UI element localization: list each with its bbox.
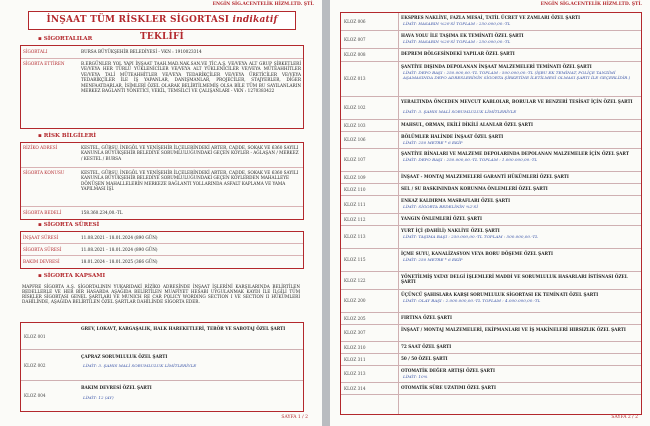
- parties-box: [20, 45, 304, 129]
- clause-code: KLOZ 106: [344, 137, 366, 142]
- clause-code: KLOZ 013: [344, 76, 366, 81]
- clause-title: ŞANTİYE BİNALARI VE MALZEME DEPOLARINDA DEPOLANAN MALZEMELER İÇİN ÖZEL ŞART: [401, 151, 629, 156]
- clause-row: [341, 354, 641, 366]
- clause-row: [341, 290, 641, 313]
- clause-row: [341, 249, 641, 272]
- title-tail: TEKLİFİ: [140, 32, 184, 42]
- clause-title: İÇME SUYU, KANALİZASYON VEYA BORU DÖŞEME ÖZEL ŞARTI: [401, 251, 553, 256]
- coverage-text: MAPFRE SİGORTA A.Ş. SİGORTALININ YUKARIDAKİ RİZİKO ADRESİNDE İNŞAAT İŞLERİNİ KARŞILARINDA BELİRTİLEN BEDELLERLE VE HER BİR HASARDA AŞAĞIDA BELİRTİLEN MUAFİYET HESABI UYGULANMAK KAYDI İLE İLGİLİ TÜM RİSKLER SİGORTASI GENEL ŞARTLARI VE MUNICH RE CAR POLICY WORDING SECTION I VE SECTION II HÜKÜMLERİ DAHİLİNDE, AŞAĞIDA BELİRTİLEN ÖZEL ŞARTLAR DAHİLİNDE SİGORTA EDER.: [22, 284, 300, 304]
- page-2: [330, 0, 650, 426]
- clause-row: [341, 120, 641, 132]
- clause-code: KLOZ 103: [344, 122, 366, 128]
- clause-row: KLOZ 001 GREV, LOKAVT, KARGAŞALIK, HALK HAREKETLERİ, TERÖR VE SABOTAJ ÖZEL ŞARTI: [21, 323, 303, 350]
- section-coverage-title: ▪ SİGORTA KAPSAMI: [38, 273, 106, 279]
- duration-row: SİGORTA SÜRESİ 11.08.2021 - 18.01.2024 (890 GÜN): [21, 244, 303, 256]
- risk-box: [20, 142, 304, 220]
- clause-limit: LİMİT: SİGORTA BEDELİNİN %2'Sİ: [403, 204, 478, 209]
- clause-limit: LİMİT: DEPO BAŞI : 250.000,00.-TL TOPLAM : 1.000.000,00.-TL: [403, 157, 538, 162]
- page-number: SAYFA 1 / 2: [281, 415, 308, 420]
- clause-code: KLOZ 311: [344, 356, 366, 362]
- clause-title: DEPREM BÖLGESİNDEKİ YAPILAR ÖZEL ŞARTI: [401, 51, 515, 56]
- clause-row: [341, 97, 641, 120]
- risk-row: SİGORTA KONUSU KESTEL, GÜRSU, İNEGÖL VE YENİŞEHİR İLÇELERİNDEKİ ARTER, CADDE, SOKAK VE 6360 SAYILI KANUNLA BÜYÜKŞEHİR BELEDİYE SORUMLULUĞUNDAKİ GEÇEN KÖYLERDEN MAHALLEYE DÖNÜŞEN MAHALLELERİN MERKEZE BAĞLANTI YOLLARINDA ASFALT KAPLAMA VE YAMA YAPILMASI İŞİ.: [21, 168, 303, 207]
- clause-title: İNŞAAT / MONTAJ MALZEMELERİ, EKİPMANLARI VE İŞ MAKİNELERİ HIRSIZLIK ÖZEL ŞARTI: [401, 327, 626, 332]
- clause-code: KLOZ 310: [344, 344, 366, 350]
- clause-title: YANGIN ÖNLEMLERİ ÖZEL ŞARTI: [401, 216, 482, 221]
- page-number: SAYFA 2 / 2: [611, 415, 638, 420]
- section-parties-title: ▪ SİGORTALILAR: [38, 36, 93, 42]
- clause-row: [341, 49, 641, 62]
- clause-row: KLOZ 004 BAKIM DEVRESİ ÖZEL ŞARTI LİMİT: 12 (AY): [24, 385, 152, 400]
- clause-limit: LİMİT: DEPO BAŞI : 250.000,00.-TL TOPLAM : 500.000,00.-TL (İŞBU EK TEMİNAT, POLİÇE TANZİMİ AŞAMASINDA DEPO ADRESLERİNİN SİGORTA ŞİRKETİNE İLETİLMESİ OLMASI ŞARTI İLE GEÇERLİDİR.): [403, 70, 631, 80]
- clause-limit: LİMİT: 3. ŞAHIS MALİ SORUMLULUK LİMİTLERİYLE: [403, 109, 517, 114]
- clause-row: [341, 366, 641, 383]
- clause-row: [341, 226, 641, 249]
- clause-title: EKSPRES NAKLİYE, FAZLA MESAİ, TATİL ÜCRET VE ZAMLARI ÖZEL ŞARTI: [401, 15, 581, 20]
- clause-limit: LİMİT: OLAY BAŞI : 2.000.000,00.-TL TOPLAM : 4.000.000,00.-TL: [403, 298, 541, 303]
- risk-row: RİZİKO ADRESİ KESTEL, GÜRSU, İNEGÖL VE YENİŞEHİR İLÇELERİNDEKİ ARTER, CADDE, SOKAK VE 6360 SAYILI KANUNLA BÜYÜKŞEHİR BELEDİYE SORUMLULUĞUNDAKİ GEÇEN KÖYLER - AĞLAŞAN / MERKEZ / KESTEL / BURSA: [21, 143, 303, 168]
- page-gap: [322, 0, 330, 426]
- party-row: SİGORTA ETTİREN B.ERGÜNLER YOL YAPI İNŞAAT TAAH.MAD.NAK.SAN.VE TİC.A.Ş. VE/VEYA ALT GRUP ŞİRKETLERİ VE/VEYA HER TÜRLÜ YÜKLENİCİLER VE/VEYA ALT YÜKLENİCİLER VE/VEYA MÜTEAHHİTLER VE/VEYA TALİ MÜTEAHHİTLER VE/VEYA TEDARİKÇİLER VE/VEYA ÜRETİCİLER VE/VEYA TEDARİKÇİLER İLE İŞ YAPANLAR, DANIŞMANLAR, PROJECİLER, STAJYERLER, DİĞER MENFAATDARLAR, İSİMLERİ ÖZEL OLARAK BELİRTİLMEMİŞ OLSA BİLE TÜM BU SAYILANLARIN MERKEZ BAĞLANTI YÖNETİCİ, VEKİL, TEMSİLCİ VE ÇALIŞANLARI - VKN : 1270383422: [23, 61, 301, 94]
- clause-code: KLOZ 007: [344, 36, 366, 42]
- clause-title: YÖNETİLMİŞ YATAY DELGİ İŞLEMLERİ MADDİ VE SORUMLULUK HASARLARI İSTİSNASI ÖZEL ŞARTI: [401, 274, 628, 284]
- clause-title: 50 / 50 ÖZEL ŞARTI: [401, 356, 448, 361]
- clause-row: [341, 325, 641, 342]
- clause-title: SEL / SU BASKININDAN KORUNMA ÖNLEMLERİ ÖZEL ŞARTI: [401, 186, 548, 191]
- clause-title: 72 SAAT ÖZEL ŞARTI: [401, 344, 452, 349]
- clause-title: ENKAZ KALDIRMA MASRAFLARI ÖZEL ŞARTI: [401, 198, 511, 203]
- duration-row: İNŞAAT SÜRESİ 11.08.2021 - 18.01.2024 (890 GÜN): [21, 232, 303, 244]
- clause-code: KLOZ 115: [344, 257, 366, 262]
- clause-title: BÖLÜMLER HALİNDE İNŞAAT ÖZEL ŞARTI: [401, 134, 504, 139]
- clause-code: KLOZ 200: [344, 298, 366, 303]
- clause-row: [341, 13, 641, 31]
- duration-row: BAKIM DEVRESİ 18.01.2024 - 18.01.2025 (366 GÜN): [23, 259, 158, 264]
- clause-title: YURT İÇİ (DAHİLİ) NAKLİYE ÖZEL ŞARTI: [401, 228, 500, 233]
- clause-row: [341, 184, 641, 196]
- clause-title: OTOMATİK SÜRE UZATIMI ÖZEL ŞARTI: [401, 385, 496, 390]
- clauses-left-box: [20, 322, 304, 412]
- clause-code: KLOZ 111: [344, 201, 366, 207]
- party-row: SİGORTALI BURSA BÜYÜKŞEHİR BELEDİYESİ - VKN : 1910023314: [21, 46, 303, 59]
- clause-row: [341, 313, 641, 325]
- clause-row: [341, 172, 641, 184]
- agency-name: ENGİN SİG.ACENTELİK HİZM.LTD. ŞTİ.: [540, 2, 642, 7]
- clause-title: OTOMATİK DEĞER ARTIŞI ÖZEL ŞARTI: [401, 368, 495, 373]
- clause-row: [341, 342, 641, 354]
- clause-code: KLOZ 307: [344, 330, 366, 335]
- section-duration-title: ▪ SİGORTA SÜRESİ: [38, 222, 100, 228]
- clause-title: ŞANTİYE DIŞINDA DEPOLANAN İNŞAAT MALZEMELERİ TEMİNATI ÖZEL ŞARTI: [401, 64, 592, 69]
- clause-title: İNŞAAT - MONTAJ MALZEMELERİ GARANTİ HÜKÜMLERİ ÖZEL ŞARTI: [401, 174, 569, 179]
- title-em: indikatif: [232, 15, 278, 25]
- clause-code: KLOZ 113: [344, 234, 366, 239]
- clause-row: [341, 31, 641, 49]
- title-main: İNŞAAT TÜM RİSKLER SİGORTASI: [46, 15, 230, 25]
- clause-row: [341, 132, 641, 149]
- clauses-right-box: [340, 12, 642, 415]
- clause-code: KLOZ 314: [344, 385, 366, 391]
- clause-limit: LİMİT: 10%: [403, 374, 428, 379]
- clause-limit: LİMİT: HASARIN %20'Sİ TOPLAM : 250.000,00.-TL: [403, 39, 511, 44]
- clause-limit: LİMİT: HASARIN %20'Sİ TOPLAM : 250.000,00.-TL: [403, 21, 511, 26]
- clause-code: KLOZ 006: [344, 18, 366, 24]
- clause-code: KLOZ 205: [344, 315, 366, 321]
- clause-code: KLOZ 313: [344, 371, 366, 376]
- clause-title: FIRTINA ÖZEL ŞARTI: [401, 315, 453, 320]
- clause-code: KLOZ 122: [344, 277, 366, 283]
- clause-code: KLOZ 008: [344, 52, 366, 57]
- clause-limit: LİMİT: 250 METRE * 6 EKİP: [403, 257, 463, 262]
- risk-row: SİGORTA BEDELİ 158.360.234,00.-TL: [23, 210, 123, 215]
- clause-row: [341, 214, 641, 226]
- clause-limit: LİMİT: 250 METRE * 6 EKİP: [403, 140, 463, 145]
- clause-title: HAVA YOLU İLE TAŞIMA EK TEMİNATI ÖZEL ŞARTI: [401, 33, 524, 38]
- clause-row: [341, 383, 641, 395]
- clause-code: KLOZ 110: [344, 186, 366, 192]
- clause-row: KLOZ 002 ÇAPRAZ SORUMLULUK ÖZEL ŞARTI LİMİT: 3. ŞAHIS MALİ SORUMLULUK LİMİTLERİYLE: [21, 350, 303, 381]
- page-1: [0, 0, 322, 426]
- clause-row: [341, 62, 641, 97]
- clause-row: [341, 196, 641, 214]
- clause-code: KLOZ 109: [344, 174, 366, 180]
- clause-title: MAHSUL, ORMAN, EKİLİ DİKİLİ ALANLAR ÖZEL ŞARTI: [401, 122, 534, 127]
- clause-code: KLOZ 112: [344, 216, 366, 222]
- clause-row: [341, 149, 641, 172]
- clause-row: [341, 272, 641, 290]
- clause-code: KLOZ 107: [344, 157, 366, 162]
- clause-code: KLOZ 102: [344, 105, 366, 110]
- section-risk-title: ▪ RİSK BİLGİLERİ: [38, 133, 96, 139]
- agency-name: ENGİN SİG.ACENTELİK HİZM.LTD. ŞTİ.: [212, 2, 314, 7]
- clause-title: YERALTINDA ÖNCEDEN MEVCUT KABLOLAR, BORULAR VE BENZERİ TESİSAT İÇİN ÖZEL ŞARTI: [401, 99, 633, 104]
- duration-box: [20, 231, 304, 269]
- clause-title: ÜÇÜNCÜ ŞAHISLARA KARŞI SORUMLULUK SİGORTASI EK TEMİNATI ÖZEL ŞARTI: [401, 292, 599, 297]
- column-divider: [398, 13, 399, 414]
- clause-limit: LİMİT: TAŞIMA BAŞI : 250.000,00.-TL TOPLAM : 500.000,00.-TL: [403, 234, 538, 239]
